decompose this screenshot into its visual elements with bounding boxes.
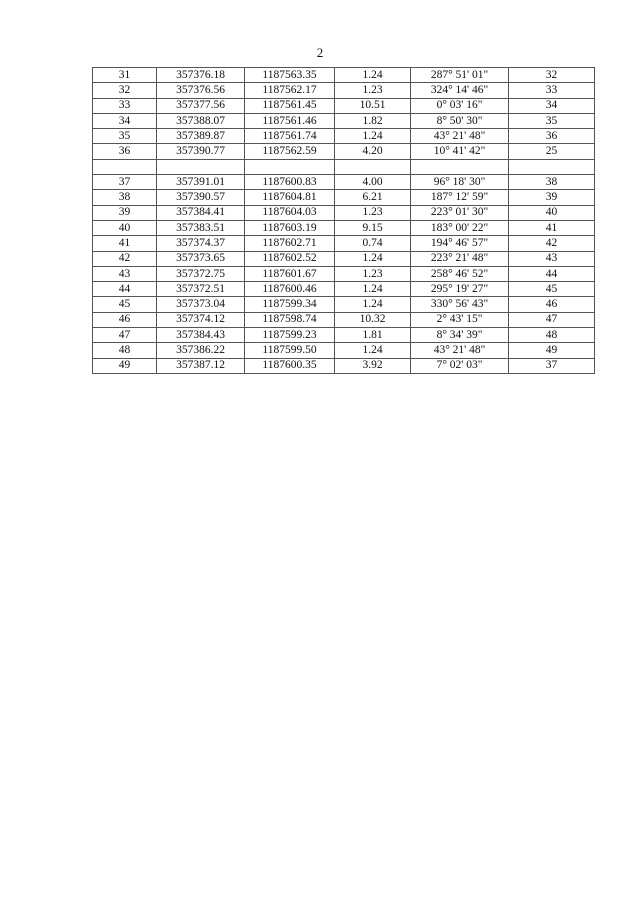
point-number-cell: 44 bbox=[93, 282, 157, 297]
next-point-cell: 45 bbox=[509, 282, 595, 297]
next-point-cell: 49 bbox=[509, 343, 595, 358]
x-coordinate-cell: 357376.18 bbox=[157, 68, 245, 83]
y-coordinate-cell: 1187598.74 bbox=[245, 312, 335, 327]
x-coordinate-cell bbox=[157, 159, 245, 174]
table-row bbox=[93, 98, 595, 113]
distance-cell: 1.23 bbox=[335, 205, 411, 220]
next-point-cell: 37 bbox=[509, 358, 595, 373]
table-row bbox=[93, 266, 595, 281]
y-coordinate-cell: 1187562.17 bbox=[245, 83, 335, 98]
point-number-cell: 40 bbox=[93, 220, 157, 235]
y-coordinate-cell: 1187602.52 bbox=[245, 251, 335, 266]
distance-cell: 10.32 bbox=[335, 312, 411, 327]
table-row bbox=[93, 205, 595, 220]
point-number-cell: 39 bbox=[93, 205, 157, 220]
table-row bbox=[93, 297, 595, 312]
x-coordinate-cell: 357374.37 bbox=[157, 236, 245, 251]
distance-cell: 1.24 bbox=[335, 297, 411, 312]
table-row bbox=[93, 343, 595, 358]
y-coordinate-cell: 1187562.59 bbox=[245, 144, 335, 159]
table-row bbox=[93, 328, 595, 343]
point-number-cell: 43 bbox=[93, 266, 157, 281]
point-number-cell: 36 bbox=[93, 144, 157, 159]
next-point-cell: 35 bbox=[509, 113, 595, 128]
bearing-cell: 194° 46' 57" bbox=[411, 236, 509, 251]
table-row bbox=[93, 251, 595, 266]
distance-cell: 0.74 bbox=[335, 236, 411, 251]
next-point-cell: 32 bbox=[509, 68, 595, 83]
bearing-cell: 10° 41' 42" bbox=[411, 144, 509, 159]
coordinates-table-body bbox=[93, 68, 595, 374]
distance-cell: 1.24 bbox=[335, 129, 411, 144]
y-coordinate-cell: 1187599.34 bbox=[245, 297, 335, 312]
coordinates-table bbox=[92, 67, 595, 374]
point-number-cell: 35 bbox=[93, 129, 157, 144]
distance-cell: 1.24 bbox=[335, 282, 411, 297]
page-number: 2 bbox=[316, 45, 324, 60]
bearing-cell: 183° 00' 22" bbox=[411, 220, 509, 235]
point-number-cell: 41 bbox=[93, 236, 157, 251]
point-number-cell: 47 bbox=[93, 328, 157, 343]
x-coordinate-cell: 357384.43 bbox=[157, 328, 245, 343]
point-number-cell: 49 bbox=[93, 358, 157, 373]
bearing-cell: 187° 12' 59" bbox=[411, 190, 509, 205]
table-row bbox=[93, 282, 595, 297]
bearing-cell: 43° 21' 48" bbox=[411, 129, 509, 144]
bearing-cell: 0° 03' 16" bbox=[411, 98, 509, 113]
x-coordinate-cell: 357391.01 bbox=[157, 175, 245, 190]
point-number-cell: 37 bbox=[93, 175, 157, 190]
y-coordinate-cell: 1187599.50 bbox=[245, 343, 335, 358]
next-point-cell: 40 bbox=[509, 205, 595, 220]
table-row bbox=[93, 312, 595, 327]
bearing-cell: 324° 14' 46" bbox=[411, 83, 509, 98]
x-coordinate-cell: 357389.87 bbox=[157, 129, 245, 144]
x-coordinate-cell: 357388.07 bbox=[157, 113, 245, 128]
y-coordinate-cell bbox=[245, 159, 335, 174]
distance-cell: 4.00 bbox=[335, 175, 411, 190]
table-row bbox=[93, 220, 595, 235]
table-row bbox=[93, 190, 595, 205]
distance-cell: 1.24 bbox=[335, 251, 411, 266]
next-point-cell: 33 bbox=[509, 83, 595, 98]
distance-cell bbox=[335, 159, 411, 174]
point-number-cell: 34 bbox=[93, 113, 157, 128]
y-coordinate-cell: 1187602.71 bbox=[245, 236, 335, 251]
distance-cell: 1.82 bbox=[335, 113, 411, 128]
point-number-cell: 32 bbox=[93, 83, 157, 98]
x-coordinate-cell: 357374.12 bbox=[157, 312, 245, 327]
bearing-cell: 96° 18' 30" bbox=[411, 175, 509, 190]
bearing-cell: 295° 19' 27" bbox=[411, 282, 509, 297]
bearing-cell: 7° 02' 03" bbox=[411, 358, 509, 373]
next-point-cell: 43 bbox=[509, 251, 595, 266]
distance-cell: 6.21 bbox=[335, 190, 411, 205]
table-row bbox=[93, 83, 595, 98]
next-point-cell bbox=[509, 159, 595, 174]
y-coordinate-cell: 1187604.81 bbox=[245, 190, 335, 205]
distance-cell: 1.23 bbox=[335, 83, 411, 98]
table-row bbox=[93, 113, 595, 128]
point-number-cell: 42 bbox=[93, 251, 157, 266]
distance-cell: 9.15 bbox=[335, 220, 411, 235]
distance-cell: 1.81 bbox=[335, 328, 411, 343]
x-coordinate-cell: 357373.04 bbox=[157, 297, 245, 312]
bearing-cell bbox=[411, 159, 509, 174]
bearing-cell: 330° 56' 43" bbox=[411, 297, 509, 312]
point-number-cell bbox=[93, 159, 157, 174]
table-row bbox=[93, 159, 595, 174]
y-coordinate-cell: 1187600.35 bbox=[245, 358, 335, 373]
next-point-cell: 47 bbox=[509, 312, 595, 327]
bearing-cell: 258° 46' 52" bbox=[411, 266, 509, 281]
distance-cell: 1.24 bbox=[335, 68, 411, 83]
next-point-cell: 41 bbox=[509, 220, 595, 235]
bearing-cell: 287° 51' 01" bbox=[411, 68, 509, 83]
point-number-cell: 31 bbox=[93, 68, 157, 83]
y-coordinate-cell: 1187561.74 bbox=[245, 129, 335, 144]
next-point-cell: 48 bbox=[509, 328, 595, 343]
bearing-cell: 2° 43' 15" bbox=[411, 312, 509, 327]
point-number-cell: 38 bbox=[93, 190, 157, 205]
x-coordinate-cell: 357373.65 bbox=[157, 251, 245, 266]
x-coordinate-cell: 357383.51 bbox=[157, 220, 245, 235]
next-point-cell: 36 bbox=[509, 129, 595, 144]
table-row bbox=[93, 236, 595, 251]
next-point-cell: 34 bbox=[509, 98, 595, 113]
x-coordinate-cell: 357390.77 bbox=[157, 144, 245, 159]
distance-cell: 1.24 bbox=[335, 343, 411, 358]
table-row bbox=[93, 129, 595, 144]
bearing-cell: 8° 34' 39" bbox=[411, 328, 509, 343]
y-coordinate-cell: 1187563.35 bbox=[245, 68, 335, 83]
x-coordinate-cell: 357372.51 bbox=[157, 282, 245, 297]
distance-cell: 1.23 bbox=[335, 266, 411, 281]
y-coordinate-cell: 1187601.67 bbox=[245, 266, 335, 281]
bearing-cell: 223° 01' 30" bbox=[411, 205, 509, 220]
next-point-cell: 39 bbox=[509, 190, 595, 205]
y-coordinate-cell: 1187561.45 bbox=[245, 98, 335, 113]
table-row bbox=[93, 175, 595, 190]
x-coordinate-cell: 357384.41 bbox=[157, 205, 245, 220]
x-coordinate-cell: 357390.57 bbox=[157, 190, 245, 205]
y-coordinate-cell: 1187561.46 bbox=[245, 113, 335, 128]
point-number-cell: 46 bbox=[93, 312, 157, 327]
x-coordinate-cell: 357386.22 bbox=[157, 343, 245, 358]
bearing-cell: 223° 21' 48" bbox=[411, 251, 509, 266]
x-coordinate-cell: 357372.75 bbox=[157, 266, 245, 281]
distance-cell: 3.92 bbox=[335, 358, 411, 373]
bearing-cell: 43° 21' 48" bbox=[411, 343, 509, 358]
y-coordinate-cell: 1187604.03 bbox=[245, 205, 335, 220]
distance-cell: 4.20 bbox=[335, 144, 411, 159]
next-point-cell: 42 bbox=[509, 236, 595, 251]
y-coordinate-cell: 1187600.46 bbox=[245, 282, 335, 297]
table-row bbox=[93, 144, 595, 159]
y-coordinate-cell: 1187603.19 bbox=[245, 220, 335, 235]
next-point-cell: 46 bbox=[509, 297, 595, 312]
x-coordinate-cell: 357377.56 bbox=[157, 98, 245, 113]
next-point-cell: 25 bbox=[509, 144, 595, 159]
y-coordinate-cell: 1187599.23 bbox=[245, 328, 335, 343]
table-row bbox=[93, 68, 595, 83]
x-coordinate-cell: 357387.12 bbox=[157, 358, 245, 373]
x-coordinate-cell: 357376.56 bbox=[157, 83, 245, 98]
table-row bbox=[93, 358, 595, 373]
point-number-cell: 45 bbox=[93, 297, 157, 312]
bearing-cell: 8° 50' 30" bbox=[411, 113, 509, 128]
next-point-cell: 38 bbox=[509, 175, 595, 190]
point-number-cell: 48 bbox=[93, 343, 157, 358]
next-point-cell: 44 bbox=[509, 266, 595, 281]
distance-cell: 10.51 bbox=[335, 98, 411, 113]
y-coordinate-cell: 1187600.83 bbox=[245, 175, 335, 190]
point-number-cell: 33 bbox=[93, 98, 157, 113]
